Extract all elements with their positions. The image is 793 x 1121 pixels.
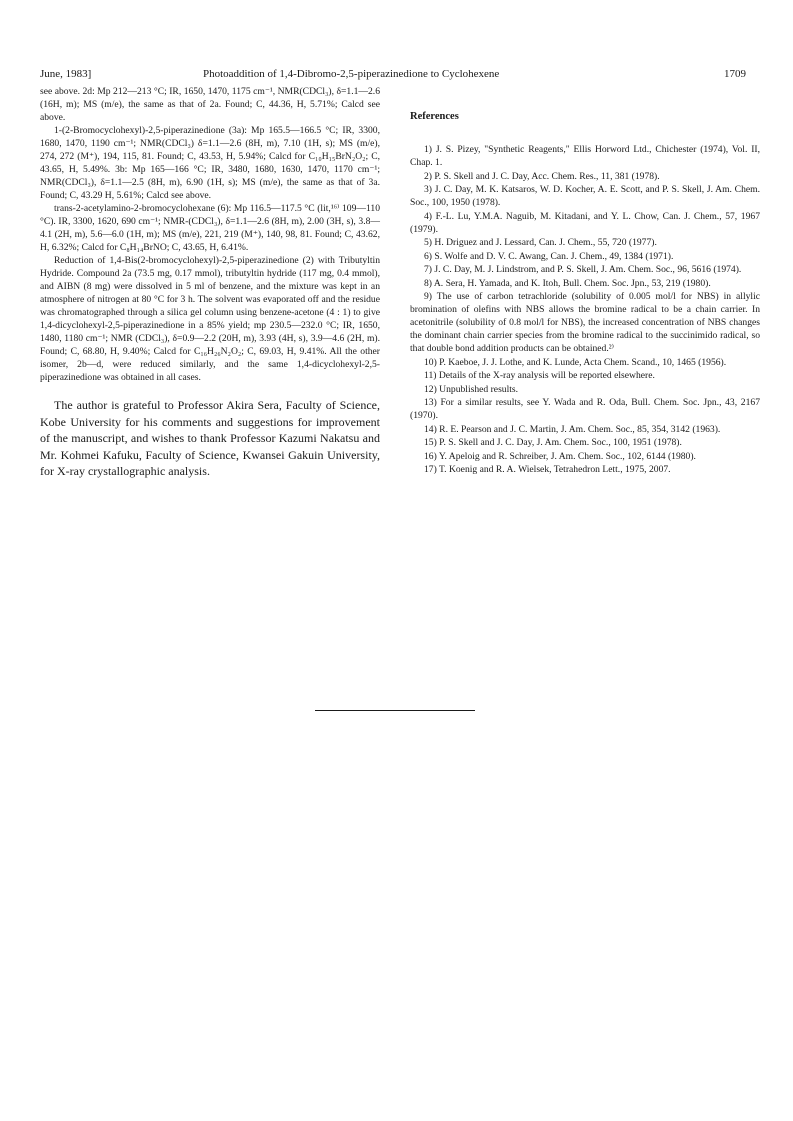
reference-item: 1) J. S. Pizey, "Synthetic Reagents," Ellis Horword Ltd., Chichester (1974), Vol. II, Chap. 1. bbox=[410, 144, 760, 168]
references-heading: References bbox=[410, 111, 459, 122]
reference-item: 8) A. Sera, H. Yamada, and K. Itoh, Bull. Chem. Soc. Jpn., 53, 219 (1980). bbox=[424, 277, 711, 289]
reference-item: 13) For a similar results, see Y. Wada and R. Oda, Bull. Chem. Soc. Jpn., 43, 2167 (1970). bbox=[410, 397, 760, 421]
reference-item: 6) S. Wolfe and D. V. C. Awang, Can. J. Chem., 49, 1384 (1971). bbox=[424, 250, 674, 262]
reference-list bbox=[410, 143, 760, 476]
reference-item: 9) The use of carbon tetrachloride (solubility of 0.005 mol/l for NBS) in allylic bromination of olefins with NBS allows the bromine radical to be a chain carrier. In acetonitrile (solubility of 0.8 mol/l for NBS), the increased concentration of NBS changes the dominant chain carrier species from the bromine radical to the succinimido radical, so that double bond addition products can be obtained.²⁾ bbox=[410, 291, 760, 354]
running-header-title: Photoaddition of 1,4-Dibromo-2,5-piperazinedione to Cyclohexene bbox=[203, 68, 500, 80]
reference-item: 15) P. S. Skell and J. C. Day, J. Am. Chem. Soc., 100, 1951 (1978). bbox=[424, 437, 682, 448]
reference-item: 4) F.-L. Lu, Y.M.A. Naguib, M. Kitadani, and Y. L. Chow, Can. J. Chem., 57, 1967 (1979). bbox=[410, 210, 760, 235]
right-column bbox=[410, 85, 760, 477]
reference-item: 7) J. C. Day, M. J. Lindstrom, and P. S. Skell, J. Am. Chem. Soc., 96, 5616 (1974). bbox=[424, 264, 742, 275]
acknowledgement: The author is grateful to Professor Akira Sera, Faculty of Science, Kobe University for his comments and suggestions for improvement of the manuscript, and wishes to thank Professor Kazumi Nakatsu and Mr. Kohmei Kafuku, Faculty of Science, Kwansei Gakuin University, for X-ray crystallographic analysis. bbox=[40, 398, 380, 478]
compound-3a-3b-data: 1-(2-Bromocyclohexyl)-2,5-piperazinedione (3a): Mp 165.5—166.5 °C; IR, 3300, 1680, 1470, 1190 cm⁻¹; NMR(CDCl₃) δ=1.1—2.6 (8H, m), 7.10 (1H, s); MS (m/e), 274, 272 (M⁺), 194, 115, 81. Found; C, 43.53, H, 5.94%; Calcd for C₁₀H₁₅BrN₂O₂; C, 43.65, H, 5.49%. 3b: Mp 165—166 °C; IR, 3480, 1680, 1630, 1470, 1170 cm⁻¹; NMR(CDCl₃), δ=1.1—2.5 (8H, m), 6.90 (1H, s); MS (m/e), the same as that of 3a. Found; C, 43.29 H, 5.61%; Calcd see above. bbox=[40, 125, 380, 201]
end-rule bbox=[315, 710, 475, 711]
compound-6-data: trans-2-acetylamino-2-bromocyclohexane (6): Mp 116.5—117.5 °C (lit,¹⁶⁾ 109—110 °C). IR, 3300, 1620, 690 cm⁻¹; NMR-(CDCl₃), δ=1.1—2.6 (8H, m), 2.00 (3H, s), 3.8—4.1 (2H, m), 5.6—6.0 (1H, m); MS (m/e), 221, 219 (M⁺), 140, 98, 81. Found; C, 43.62, H, 6.32%; Calcd for C₈H₁₄BrNO; C, 43.65, H, 6.41%. bbox=[40, 203, 380, 253]
reference-item: 14) R. E. Pearson and J. C. Martin, J. Am. Chem. Soc., 85, 354, 3142 (1963). bbox=[424, 423, 721, 435]
reference-item: 2) P. S. Skell and J. C. Day, Acc. Chem. Res., 11, 381 (1978). bbox=[424, 170, 660, 182]
reference-item: 3) J. C. Day, M. K. Katsaros, W. D. Kocher, A. E. Scott, and P. S. Skell, J. Am. Chem. Soc., 100, 1950 (1978). bbox=[410, 184, 760, 208]
reference-item: 5) H. Driguez and J. Lessard, Can. J. Chem., 55, 720 (1977). bbox=[424, 237, 657, 248]
compound-2d-data: see above. 2d: Mp 212—213 °C; IR, 1650, 1470, 1175 cm⁻¹, NMR(CDCl₃), δ=1.1—2.6 (16H, m); MS (m/e), the same as that of 2a. Found; C, 44.36, H, 5.71%; Calcd see above. bbox=[40, 86, 380, 123]
reference-item: 17) T. Koenig and R. A. Wielsek, Tetrahedron Lett., 1975, 2007. bbox=[424, 464, 671, 475]
page-number: 1709 bbox=[724, 68, 746, 80]
running-header-date: June, 1983] bbox=[40, 68, 92, 80]
reference-item: 10) P. Kaeboe, J. J. Lothe, and K. Lunde, Acta Chem. Scand., 10, 1465 (1956). bbox=[424, 356, 727, 368]
reference-item: 12) Unpublished results. bbox=[424, 383, 519, 395]
reduction-procedure: Reduction of 1,4-Bis(2-bromocyclohexyl)-2,5-piperazinedione (2) with Tributyltin Hydride. Compound 2a (73.5 mg, 0.17 mmol), tributyltin hydride (117 mg, 0.4 mmol), and AIBN (8 mg) were dissolved in 5 ml of benzene, and the mixture was kept in an atmosphere of nitrogen at 80 °C for 3 h. The solvent was evaporated off and the residue was chromatographed through a silica gel column using benzene-acetone (4 : 1) to give 1,4-dicyclohexyl-2,5-piperazinedione in a 85% yield; mp 230.5—232.0 °C; IR, 1650, 1480, 1180 cm⁻¹; NMR (CDCl₃), δ=0.9—2.2 (20H, m), 3.93 (4H, s), 3.9—4.6 (2H, m). Found; C, 68.80, H, 9.40%; Calcd for C₁₆H₂₆N₂O₂; C, 69.03, H, 9.41%. All the other isomer, 2b—d, were reduced similarly, and the same 1,4-dicyclohexyl-2,5-piperazinedione was obtained in all cases. bbox=[40, 255, 380, 383]
reference-item: 16) Y. Apeloig and R. Schreiber, J. Am. Chem. Soc., 102, 6144 (1980). bbox=[424, 450, 696, 462]
left-column bbox=[40, 85, 380, 480]
reference-item: 11) Details of the X-ray analysis will be reported elsewhere. bbox=[424, 370, 655, 381]
